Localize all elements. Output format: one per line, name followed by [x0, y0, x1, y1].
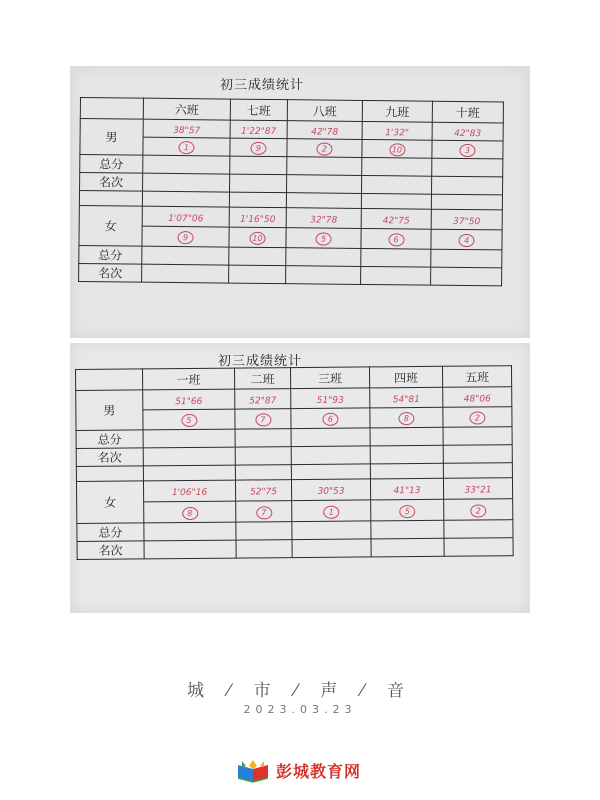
male-rank: 2 [469, 411, 485, 424]
female-rank: 8 [182, 506, 198, 519]
brand-logo[interactable] [234, 756, 361, 784]
score-table [78, 97, 504, 286]
female-rank: 6 [388, 233, 404, 246]
male-time: 48"06 [463, 393, 491, 405]
class-header: 一班 [143, 368, 235, 390]
rank-label: 名次 [80, 173, 143, 192]
rank-label: 名次 [77, 541, 144, 560]
male-time: 52"87 [249, 395, 277, 406]
photo-sheet-bottom [70, 343, 530, 613]
male-rank: 3 [459, 144, 475, 157]
total-label: 总分 [76, 430, 143, 449]
score-table [75, 365, 514, 560]
male-rank: 6 [322, 413, 338, 426]
female-time: 37"50 [453, 216, 481, 227]
photo-sheet-top [70, 66, 530, 338]
female-time: 30"53 [317, 486, 345, 497]
female-label: 女 [76, 481, 143, 524]
male-time: 51"93 [316, 395, 344, 406]
class-header: 三班 [290, 367, 369, 389]
total-label: 总分 [77, 523, 144, 542]
female-time: 32"78 [310, 214, 338, 226]
male-rank: 1 [178, 141, 194, 154]
male-rank: 9 [250, 142, 266, 155]
rank-label: 名次 [79, 263, 142, 282]
class-header: 六班 [143, 98, 230, 120]
female-rank: 4 [458, 234, 474, 247]
brand-name: 彭城教育网 [276, 761, 362, 781]
female-label: 女 [79, 205, 142, 246]
sheet-title: 初三成绩统计 [220, 78, 305, 93]
female-rank-label-row [79, 263, 502, 285]
class-header: 七班 [230, 99, 287, 121]
male-label: 男 [76, 390, 143, 431]
male-time: 38"57 [173, 125, 201, 136]
class-header: 八班 [287, 100, 362, 122]
sheet-title: 初三成绩统计 [218, 354, 303, 369]
female-time: 52"75 [250, 487, 278, 498]
class-header: 四班 [369, 366, 442, 388]
male-label: 男 [80, 119, 143, 156]
male-time: 42"83 [454, 128, 482, 139]
female-rank: 1 [323, 505, 339, 518]
total-label: 总分 [79, 245, 142, 264]
female-rank: 2 [470, 504, 486, 517]
male-rank: 5 [181, 414, 197, 427]
book-icon [234, 757, 272, 783]
footer-date: 2023.03.23 [243, 703, 357, 716]
male-time: 54"81 [392, 394, 420, 405]
total-label: 总分 [80, 155, 143, 174]
female-rank: 5 [399, 505, 415, 518]
female-rank: 7 [256, 506, 272, 519]
female-time: 41"13 [393, 485, 421, 497]
male-rank: 10 [389, 143, 405, 156]
class-header: 十班 [432, 101, 503, 123]
male-rank: 7 [255, 413, 271, 426]
male-time: 1'32" [385, 127, 410, 138]
male-time: 51"66 [175, 396, 203, 407]
male-rank: 8 [398, 412, 414, 425]
female-rank: 9 [177, 231, 193, 244]
class-header: 九班 [362, 100, 432, 122]
female-rank: 5 [315, 232, 331, 245]
female-time: 1'16"50 [240, 214, 276, 225]
female-time: 33"21 [464, 485, 492, 496]
female-time: 42"75 [382, 215, 410, 226]
male-time: 42"78 [311, 126, 339, 138]
female-rank-label-row [77, 538, 513, 560]
male-time: 1'22"87 [240, 126, 277, 137]
rank-label: 名次 [76, 448, 143, 467]
female-time: 1'07"06 [168, 213, 204, 224]
footer-title: 城 ⁄ 市 ⁄ 声 ⁄ 音 [187, 681, 413, 701]
female-time: 1'06"16 [171, 487, 208, 499]
class-header: 五班 [442, 366, 511, 388]
corner-cell [80, 98, 143, 120]
male-rank: 2 [316, 142, 332, 155]
female-rank: 10 [249, 232, 265, 245]
class-header: 二班 [234, 368, 290, 389]
corner-cell [76, 369, 143, 391]
